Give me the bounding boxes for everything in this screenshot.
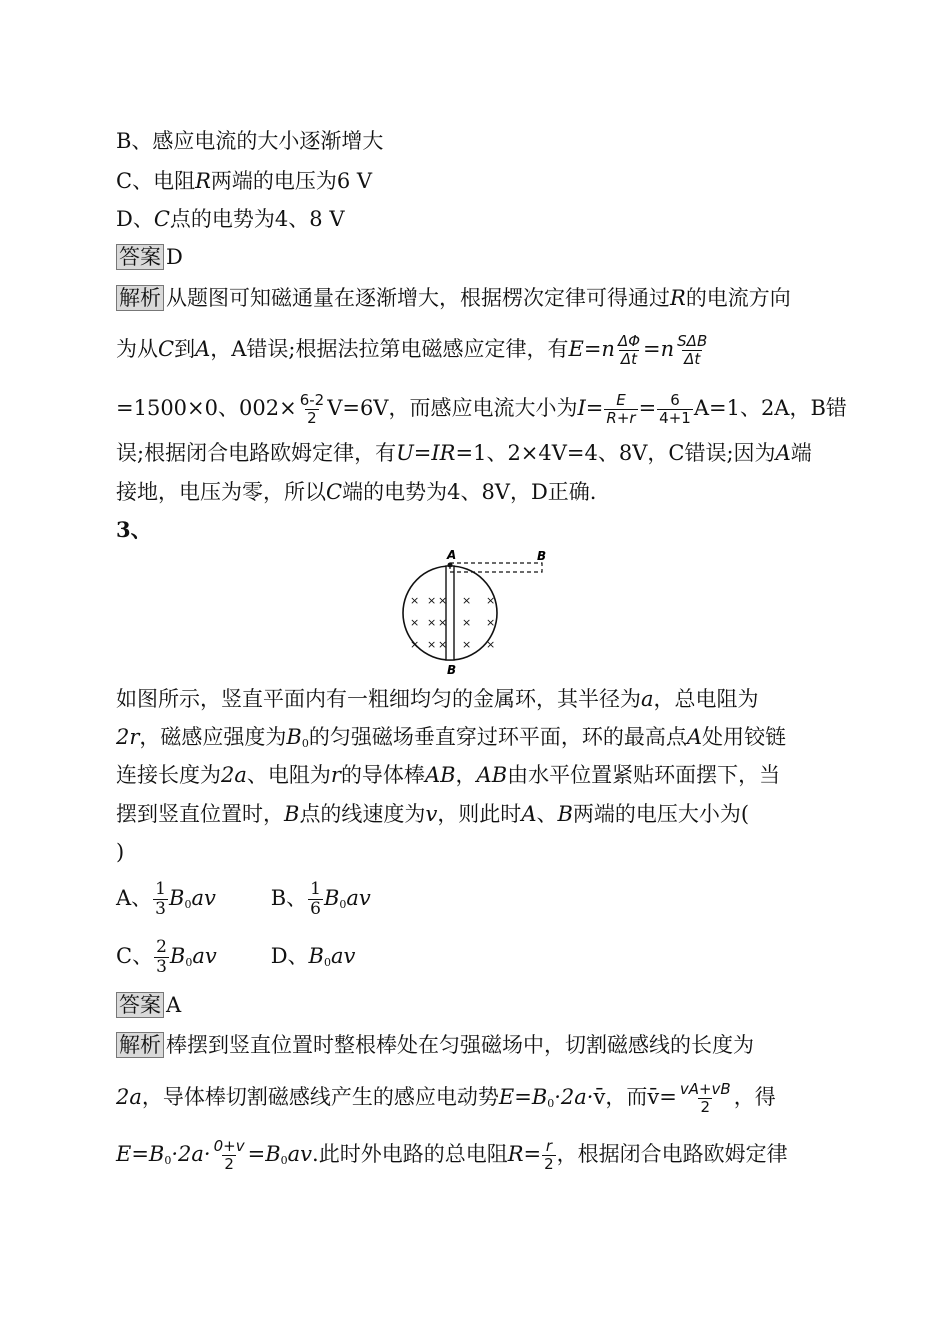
- label-b-bottom: B: [447, 663, 457, 677]
- stem-line-5: ): [116, 840, 125, 864]
- field-mark: ×: [410, 638, 420, 651]
- option-d-q3: D、$B_0av$: [270, 944, 356, 969]
- option-d: D、C点的电势为4、8 V: [116, 207, 345, 231]
- field-mark: ×: [486, 616, 496, 629]
- analysis-tag: 解析: [116, 285, 164, 311]
- field-mark: ×: [427, 616, 437, 629]
- options-row-1: [116, 880, 371, 919]
- stem-line-4: 摆到竖直位置时，B点的线速度为v，则此时A、B两端的电压大小为(: [116, 802, 750, 826]
- stem-line-3: 连接长度为2a、电阻为r的导体棒AB，AB由水平位置紧贴环面摆下，当: [116, 763, 781, 787]
- q3-analysis-line-3: $E=B_0\cdot 2a\cdot$ $\frac{0+v}{2}$ $=B_0av$.此时外电路的总电阻R= $\frac{r}{2}$ ，根据闭合电路欧姆定律: [116, 1137, 788, 1173]
- option-a: A、 $\frac{1}{3}$ $B_0av$: [116, 879, 216, 919]
- question-number: 3、: [116, 517, 152, 542]
- field-mark: ×: [438, 616, 448, 629]
- option-b: B、感应电流的大小逐渐增大: [116, 129, 384, 153]
- field-mark: ×: [486, 638, 496, 651]
- circuit-figure: [400, 548, 560, 678]
- option-c: C、电阻R两端的电压为6 V: [116, 169, 373, 193]
- analysis-tag: 解析: [116, 1032, 164, 1058]
- fraction: $\frac{0+v}{2}$: [213, 1137, 245, 1173]
- field-mark: ×: [410, 616, 420, 629]
- options-row-2: [116, 938, 355, 977]
- field-mark: ×: [462, 616, 472, 629]
- answer-line-prev: [116, 243, 183, 271]
- fraction: $\frac{6-2}{2}$: [299, 391, 325, 427]
- fraction: $\frac{E}{R+r}$: [606, 391, 636, 427]
- option-c-q3: C、 $\frac{2}{3}$ $B_0av$: [116, 937, 217, 977]
- field-mark: ×: [462, 638, 472, 651]
- fraction: $\frac{6}{4+1}$: [659, 391, 691, 427]
- fraction: $\frac{vA+vB}{2}$: [679, 1080, 731, 1116]
- label-a: A: [447, 548, 457, 562]
- analysis-line-4: 误;根据闭合电路欧姆定律，有U=IR=1、2×4V=4、8V，C错误;因为A端: [116, 441, 812, 465]
- stem-line-1: 如图所示，竖直平面内有一粗细均匀的金属环，其半径为a，总电阻为: [116, 687, 759, 711]
- field-mark: ×: [462, 594, 472, 607]
- fraction: $\frac{\Delta\Phi}{\Delta t}$: [617, 332, 641, 368]
- field-mark: ×: [438, 638, 448, 651]
- analysis-line-1: 解析 从题图可知磁通量在逐渐增大，根据楞次定律可得通过R的电流方向: [116, 284, 791, 312]
- answer-value: D: [166, 245, 183, 269]
- analysis-line-5: 接地，电压为零，所以C端的电势为4、8V，D正确.: [116, 480, 597, 504]
- analysis-line-2: 为从C到A，A错误;根据法拉第电磁感应定律，有E=n $\frac{\Delta\Phi}{\Delta t}$ =n $\frac{\text{SΔB}}{\Delta t}$: [116, 332, 708, 368]
- q3-analysis-line-1: 解析 棒摆到竖直位置时整根棒处在匀强磁场中，切割磁感线的长度为: [116, 1031, 754, 1059]
- fraction: $\frac{r}{2}$: [544, 1137, 554, 1173]
- option-b-q3: B、 $\frac{1}{6}$ $B_0av$: [270, 879, 371, 919]
- field-mark: ×: [427, 594, 437, 607]
- field-mark: ×: [427, 638, 437, 651]
- stem-line-2: 2r，磁感应强度为$B_0$的匀强磁场垂直穿过环平面，环的最高点A处用铰链: [116, 725, 787, 750]
- answer-tag: 答案: [116, 992, 164, 1018]
- label-b-top: B: [537, 549, 547, 563]
- field-mark: ×: [438, 594, 448, 607]
- answer-line-q3: [116, 991, 181, 1019]
- hinge: [448, 563, 453, 568]
- field-mark: ×: [410, 594, 420, 607]
- answer-value: A: [166, 993, 182, 1017]
- field-mark: ×: [486, 594, 496, 607]
- answer-tag: 答案: [116, 244, 164, 270]
- fraction: $\frac{\text{SΔB}}{\Delta t}$: [677, 332, 708, 368]
- analysis-line-3: =1500×0、002× $\frac{6-2}{2}$ V=6V，而感应电流大小为I= $\frac{E}{R+r}$ = $\frac{6}{4+1}$ A=1、2A，B错: [116, 391, 847, 427]
- q3-analysis-line-2: 2a，导体棒切割磁感线产生的感应电动势$E=B_0\cdot 2a\cdot v̄$，而v̄= $\frac{vA+vB}{2}$ ，得: [116, 1080, 776, 1116]
